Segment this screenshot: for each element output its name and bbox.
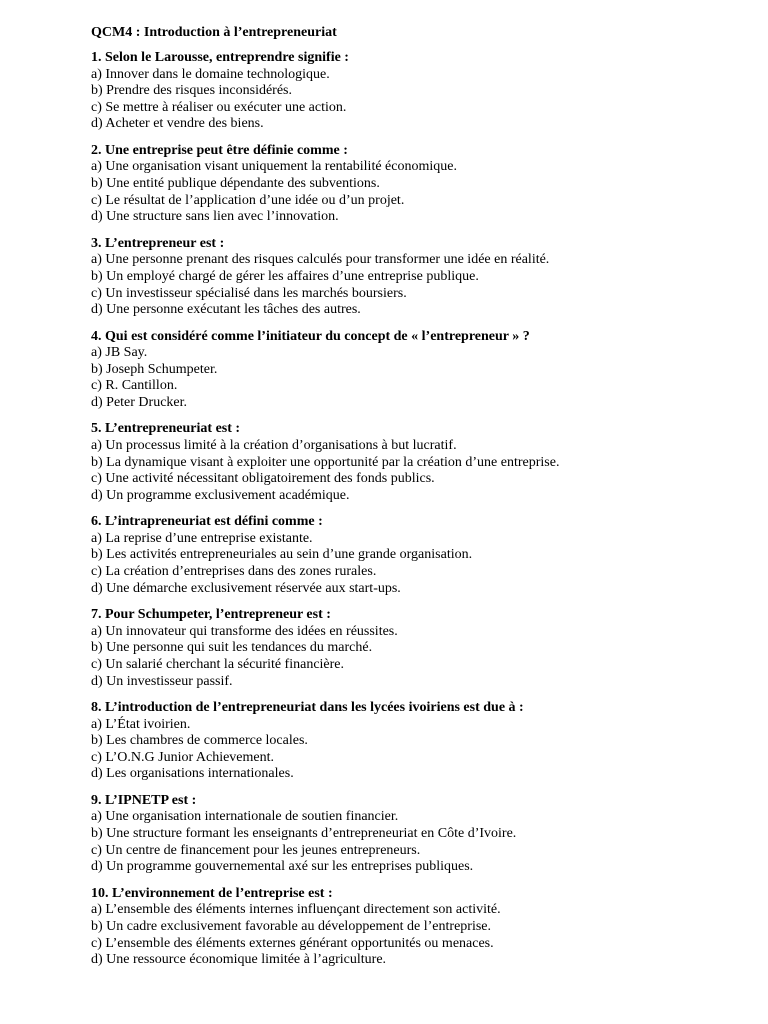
answer-option: b) Une structure formant les enseignants d’entrepreneuriat en Côte d’Ivoire. — [91, 826, 517, 842]
answer-option: a) La reprise d’une entreprise existante. — [91, 530, 313, 546]
answer-option: b) Joseph Schumpeter. — [91, 361, 218, 377]
answer-option: a) Un innovateur qui transforme des idées en réussites. — [91, 623, 398, 639]
answer-option: c) Se mettre à réaliser ou exécuter une action. — [91, 99, 347, 115]
answer-option: d) Une ressource économique limitée à l’agriculture. — [91, 952, 387, 968]
question-title: 5. L’entrepreneuriat est : — [91, 421, 241, 437]
answer-option: c) R. Cantillon. — [91, 378, 178, 394]
answer-option: c) Un centre de financement pour les jeunes entrepreneurs. — [91, 842, 421, 858]
answer-option: b) Les activités entrepreneuriales au sein d’une grande organisation. — [91, 547, 473, 563]
question-title: 6. L’intrapreneuriat est défini comme : — [91, 514, 323, 530]
question-block — [91, 421, 761, 504]
answer-option: b) La dynamique visant à exploiter une opportunité par la création d’une entreprise. — [91, 454, 560, 470]
answer-option: d) Une structure sans lien avec l’innovation. — [91, 209, 339, 225]
answer-options — [91, 717, 761, 783]
answer-option: d) Un programme gouvernemental axé sur les entreprises publiques. — [91, 859, 474, 875]
answer-option: a) L’État ivoirien. — [91, 716, 191, 732]
answer-option: c) Le résultat de l’application d’une idée ou d’un projet. — [91, 192, 405, 208]
answer-option: c) La création d’entreprises dans des zones rurales. — [91, 564, 377, 580]
question-block — [91, 886, 761, 969]
question-list — [91, 50, 761, 979]
question-block — [91, 236, 761, 319]
answer-option: d) Une personne exécutant les tâches des autres. — [91, 302, 361, 318]
answer-option: b) Un employé chargé de gérer les affaires d’une entreprise publique. — [91, 268, 479, 284]
question-title: 3. L’entrepreneur est : — [91, 235, 225, 251]
question-title: 2. Une entreprise peut être définie comme : — [91, 142, 348, 158]
question-title: 9. L’IPNETP est : — [91, 792, 197, 808]
answer-options — [91, 345, 761, 411]
answer-options — [91, 624, 761, 690]
question-block — [91, 514, 761, 597]
document-title: QCM4 : Introduction à l’entrepreneuriat — [91, 25, 337, 40]
answer-options — [91, 438, 761, 504]
answer-option: b) Un cadre exclusivement favorable au développement de l’entreprise. — [91, 918, 491, 934]
question-title: 4. Qui est considéré comme l’initiateur du concept de « l’entrepreneur » ? — [91, 328, 530, 344]
question-block — [91, 143, 761, 226]
answer-option: a) Une organisation visant uniquement la rentabilité économique. — [91, 159, 457, 175]
answer-options — [91, 531, 761, 597]
answer-option: c) L’O.N.G Junior Achievement. — [91, 749, 274, 765]
question-block — [91, 700, 761, 783]
answer-options — [91, 159, 761, 225]
answer-options — [91, 809, 761, 875]
answer-option: a) JB Say. — [91, 345, 148, 361]
answer-options — [91, 902, 761, 968]
answer-options — [91, 67, 761, 133]
question-block — [91, 607, 761, 690]
answer-option: d) Un programme exclusivement académique. — [91, 487, 350, 503]
answer-options — [91, 252, 761, 318]
answer-option: d) Un investisseur passif. — [91, 673, 233, 689]
answer-option: b) Une personne qui suit les tendances du marché. — [91, 640, 373, 656]
question-block — [91, 793, 761, 876]
question-block — [91, 50, 761, 133]
answer-option: d) Acheter et vendre des biens. — [91, 116, 264, 132]
question-title: 10. L’environnement de l’entreprise est : — [91, 885, 333, 901]
answer-option: d) Peter Drucker. — [91, 394, 188, 410]
answer-option: c) L’ensemble des éléments externes générant opportunités ou menaces. — [91, 935, 494, 951]
answer-option: a) L’ensemble des éléments internes influençant directement son activité. — [91, 902, 501, 918]
question-title: 8. L’introduction de l’entrepreneuriat dans les lycées ivoiriens est due à : — [91, 700, 524, 716]
question-title: 7. Pour Schumpeter, l’entrepreneur est : — [91, 607, 331, 623]
answer-option: b) Les chambres de commerce locales. — [91, 733, 308, 749]
question-block — [91, 329, 761, 412]
answer-option: a) Un processus limité à la création d’organisations à but lucratif. — [91, 438, 457, 454]
answer-option: c) Un investisseur spécialisé dans les marchés boursiers. — [91, 285, 407, 301]
answer-option: b) Une entité publique dépendante des subventions. — [91, 176, 380, 192]
answer-option: a) Une organisation internationale de soutien financier. — [91, 809, 399, 825]
answer-option: a) Innover dans le domaine technologique. — [91, 66, 330, 82]
answer-option: d) Une démarche exclusivement réservée aux start-ups. — [91, 580, 401, 596]
question-title: 1. Selon le Larousse, entreprendre signifie : — [91, 50, 349, 65]
answer-option: c) Une activité nécessitant obligatoirement des fonds publics. — [91, 471, 435, 487]
answer-option: c) Un salarié cherchant la sécurité financière. — [91, 656, 345, 672]
answer-option: a) Une personne prenant des risques calculés pour transformer une idée en réalité. — [91, 252, 550, 268]
answer-option: b) Prendre des risques inconsidérés. — [91, 83, 293, 99]
answer-option: d) Les organisations internationales. — [91, 766, 294, 782]
